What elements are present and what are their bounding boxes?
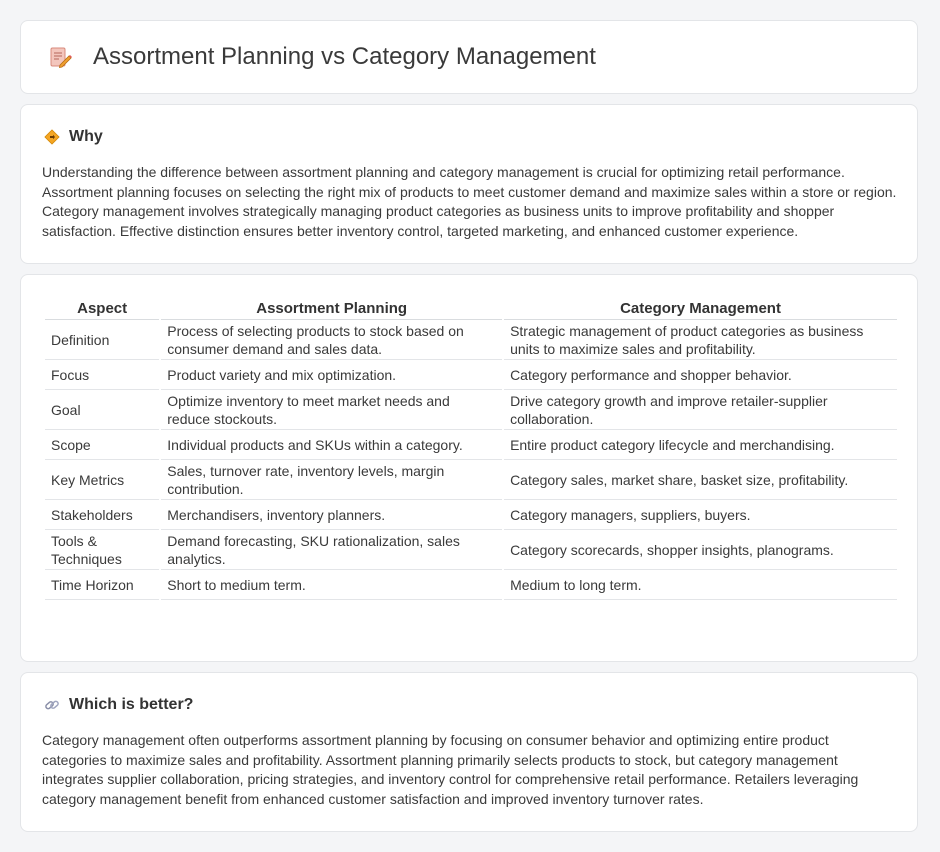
which-is-better-section (20, 672, 918, 832)
category-cell: Category scorecards, shopper insights, planograms. (504, 530, 897, 570)
category-cell: Category sales, market share, basket size, profitability. (504, 460, 897, 500)
table-row (45, 570, 897, 600)
table-row (45, 320, 897, 360)
why-text: Understanding the difference between assortment planning and category management is crucial for optimizing retail performance. Assortment planning focuses on selecting the right mix of products to meet customer demand and maximize sales within a store or region. Category management involves strategically managing product categories as business units to improve profitability and shopper satisfaction. Effective distinction ensures better inventory control, targeted marketing, and enhanced customer experience. (42, 164, 897, 239)
assortment-cell: Process of selecting products to stock based on consumer demand and sales data. (161, 320, 502, 360)
aspect-cell: Key Metrics (45, 460, 159, 500)
table-row (45, 360, 897, 390)
category-cell: Medium to long term. (504, 570, 897, 600)
aspect-cell: Stakeholders (45, 500, 159, 530)
table-header-row (45, 298, 897, 320)
table-row (45, 460, 897, 500)
link-icon (43, 696, 61, 714)
header-assortment-planning: Assortment Planning (161, 298, 502, 320)
document-pencil-icon (47, 44, 73, 70)
category-cell: Strategic management of product categories as business units to maximize sales and profitability. (504, 320, 897, 360)
aspect-cell: Focus (45, 360, 159, 390)
assortment-cell: Demand forecasting, SKU rationalization, sales analytics. (161, 530, 502, 570)
table-row (45, 530, 897, 570)
assortment-cell: Optimize inventory to meet market needs and reduce stockouts. (161, 390, 502, 430)
assortment-cell: Product variety and mix optimization. (161, 360, 502, 390)
comparison-card (20, 274, 918, 662)
aspect-cell: Definition (45, 320, 159, 360)
title-card (20, 20, 918, 94)
table-row (45, 500, 897, 530)
aspect-cell: Tools & Techniques (45, 530, 159, 570)
aspect-cell: Scope (45, 430, 159, 460)
header-aspect: Aspect (45, 298, 159, 320)
category-cell: Category performance and shopper behavior. (504, 360, 897, 390)
page-title: Assortment Planning vs Category Management (93, 43, 596, 70)
table-row (45, 390, 897, 430)
assortment-cell: Merchandisers, inventory planners. (161, 500, 502, 530)
header-category-management: Category Management (504, 298, 897, 320)
category-cell: Entire product category lifecycle and merchandising. (504, 430, 897, 460)
better-heading: Which is better? (69, 696, 194, 713)
table-row (45, 430, 897, 460)
aspect-cell: Goal (45, 390, 159, 430)
aspect-cell: Time Horizon (45, 570, 159, 600)
comparison-table (43, 298, 899, 600)
why-heading: Why (69, 128, 103, 145)
assortment-cell: Individual products and SKUs within a category. (161, 430, 502, 460)
better-heading-row (43, 695, 917, 715)
assortment-cell: Short to medium term. (161, 570, 502, 600)
better-text: Category management often outperforms assortment planning by focusing on consumer behavior and optimizing entire product categories to maximize sales and profitability. Assortment planning primarily selects products to stock, but category management integrates supplier collaboration, pricing strategies, and inventory control for comprehensive retail performance. Retailers leveraging category management benefit from enhanced customer satisfaction and improved inventory turnover rates. (42, 732, 859, 807)
category-cell: Category managers, suppliers, buyers. (504, 500, 897, 530)
assortment-cell: Sales, turnover rate, inventory levels, margin contribution. (161, 460, 502, 500)
why-section (20, 104, 918, 264)
why-heading-row (43, 127, 917, 147)
title-row (21, 21, 917, 93)
diamond-signpost-icon (43, 128, 61, 146)
category-cell: Drive category growth and improve retailer-supplier collaboration. (504, 390, 897, 430)
